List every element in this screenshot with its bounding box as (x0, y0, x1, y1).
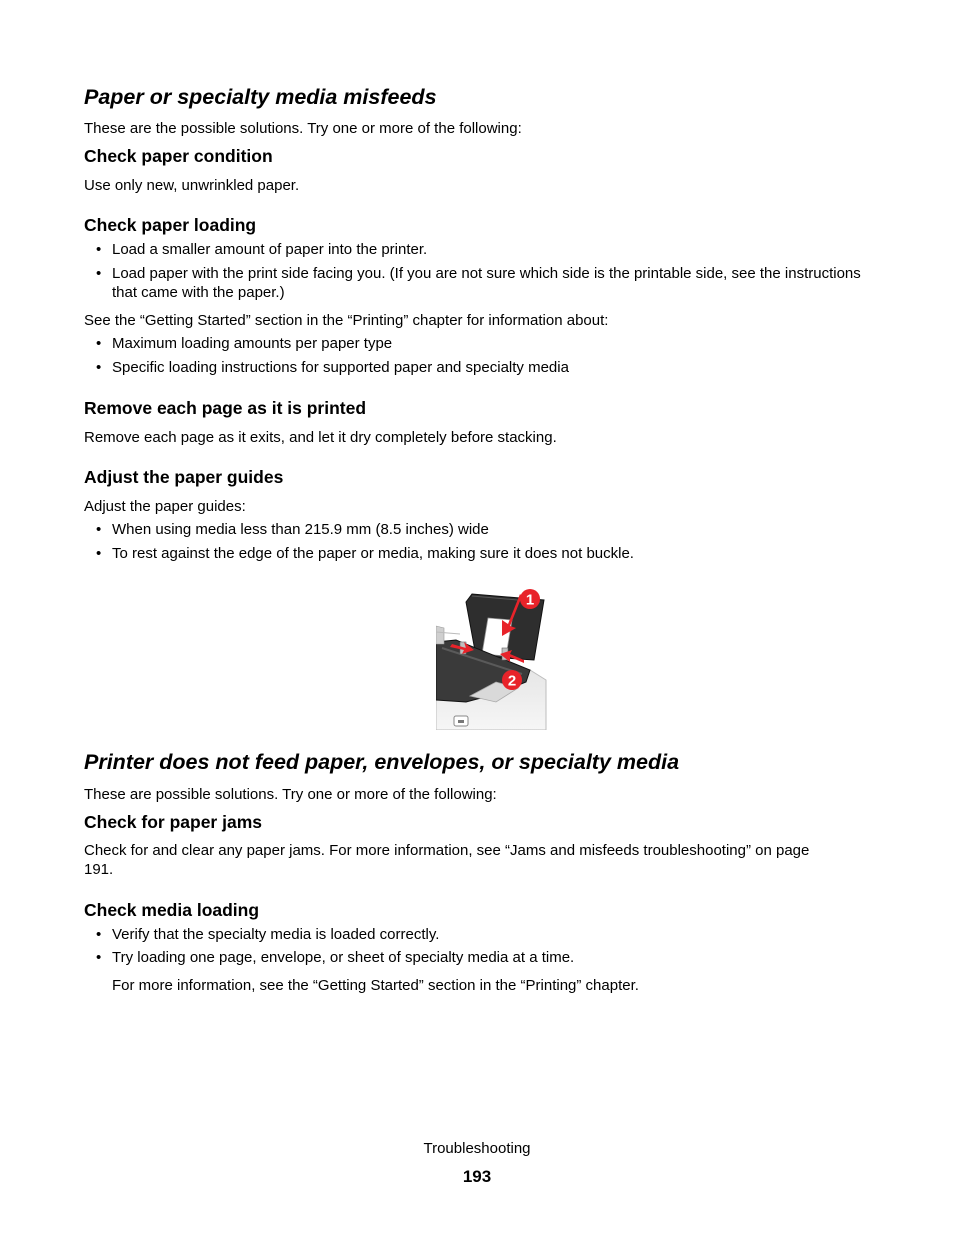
bullet-icon: • (96, 359, 102, 376)
section-intro: These are possible solutions. Try one or more of the following: (84, 786, 497, 803)
list-item: • Verify that the specialty media is loaded correctly. (96, 926, 440, 943)
callout-2-label: 2 (507, 672, 517, 690)
bullet-icon: • (96, 949, 102, 966)
paragraph-adjust-guides: Adjust the paper guides: (84, 498, 246, 515)
paragraph-more-info: For more information, see the “Getting Started” section in the “Printing” chapter. (112, 977, 639, 994)
section-intro: These are the possible solutions. Try one or more of the following: (84, 120, 522, 137)
paragraph-paper-condition: Use only new, unwrinkled paper. (84, 177, 300, 194)
list-item: • Specific loading instructions for supported paper and specialty media (96, 359, 569, 376)
page-number: 193 (462, 1167, 492, 1186)
callout-1-label: 1 (525, 591, 535, 609)
heading-check-paper-condition: Check paper condition (84, 146, 273, 166)
list-item: • Load paper with the print side facing you. (If you are not sure which side is the printable side, see the instructions that came with the paper.) (96, 265, 861, 301)
heading-check-paper-jams: Check for paper jams (84, 812, 262, 832)
bullet-icon: • (96, 521, 102, 538)
list-item: • Load a smaller amount of paper into the printer. (96, 241, 428, 258)
bullet-icon: • (96, 241, 102, 258)
list-item: • Maximum loading amounts per paper type (96, 335, 393, 352)
footer-section-name: Troubleshooting (423, 1140, 531, 1157)
paragraph-remove-each-page: Remove each page as it exits, and let it dry completely before stacking. (84, 429, 557, 446)
paragraph-see-getting-started: See the “Getting Started” section in the “Printing” chapter for information about: (84, 312, 609, 329)
heading-adjust-paper-guides: Adjust the paper guides (84, 467, 284, 487)
section-title-misfeeds: Paper or specialty media misfeeds (84, 85, 437, 109)
bullet-icon: • (96, 545, 102, 562)
section-title-no-feed: Printer does not feed paper, envelopes, or specialty media (84, 750, 680, 774)
bullet-icon: • (96, 926, 102, 943)
list-item: • To rest against the edge of the paper or media, making sure it does not buckle. (96, 545, 634, 562)
list-item: • Try loading one page, envelope, or sheet of specialty media at a time. (96, 949, 575, 966)
printer-paper-guides-illustration (436, 584, 548, 730)
list-item: • When using media less than 215.9 mm (8.5 inches) wide (96, 521, 489, 538)
heading-check-media-loading: Check media loading (84, 900, 260, 920)
bullet-icon: • (96, 335, 102, 352)
bullet-icon: • (96, 265, 102, 282)
heading-remove-each-page: Remove each page as it is printed (84, 398, 367, 418)
paragraph-paper-jams: Check for and clear any paper jams. For more information, see “Jams and misfeeds troubleshooting” on page 191. (84, 842, 810, 878)
heading-check-paper-loading: Check paper loading (84, 215, 257, 235)
